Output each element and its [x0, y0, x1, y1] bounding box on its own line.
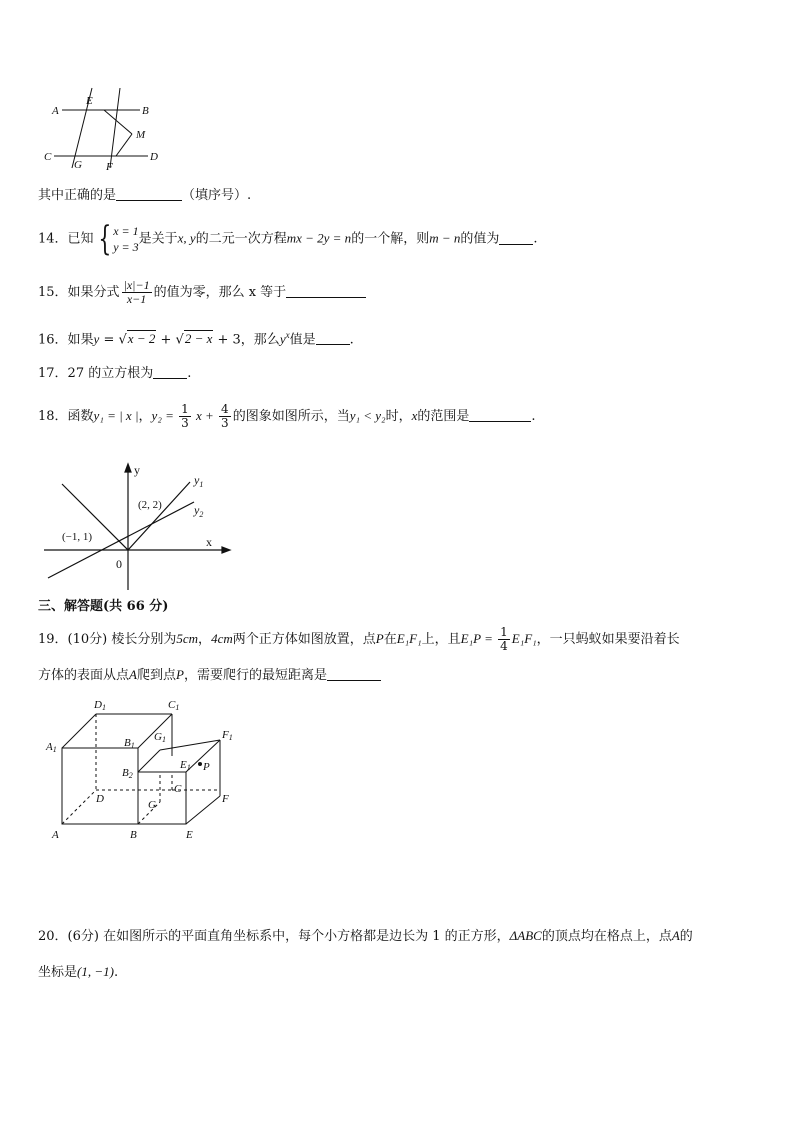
- q18-blank[interactable]: [469, 409, 531, 422]
- q19-cubes-figure: [40, 696, 250, 846]
- q18-sep: ，: [138, 409, 152, 425]
- small-cube-front: [138, 772, 186, 824]
- q18-num: 18．函数: [38, 409, 94, 425]
- q19-E1F1: E₁F₁: [396, 631, 422, 647]
- q20-l1a: 20．(6分) 在如图所示的平面直角坐标系中，每个小方格都是边长为 1 的正方形，: [38, 929, 510, 944]
- q19-blank[interactable]: [327, 668, 381, 681]
- q13-answer-line: [38, 188, 251, 204]
- q13-blank[interactable]: [116, 188, 182, 201]
- label-B1: B1: [124, 737, 135, 750]
- q16-blank[interactable]: [316, 332, 350, 345]
- q18-x: x +: [192, 408, 218, 424]
- label-F: F: [106, 161, 113, 173]
- q20-l1b: 的顶点均在格点上，点: [541, 929, 672, 944]
- label-C: C: [174, 783, 182, 795]
- label-A: A: [52, 105, 59, 117]
- q18-frac2-num: 4: [221, 402, 229, 416]
- q14-end: .: [533, 231, 538, 247]
- q18-graph: [40, 460, 240, 592]
- label-E: E: [186, 829, 193, 841]
- q16-yx: y: [279, 331, 286, 347]
- q20-l1c: 的: [679, 929, 693, 944]
- question-20-line-2: [38, 964, 118, 981]
- edge-e-f: [186, 796, 220, 824]
- label-D: D: [96, 793, 104, 805]
- label-G: G: [74, 159, 82, 171]
- q19-l2a: 方体的表面从点: [38, 668, 130, 683]
- label-D: D: [150, 151, 158, 163]
- q15-blank[interactable]: [286, 285, 366, 298]
- q13-figure: [40, 82, 170, 174]
- q14-eq1: x = 1: [113, 223, 139, 238]
- q18-frac1: [179, 403, 191, 430]
- label-P: P: [203, 761, 210, 773]
- label-E: E: [86, 95, 93, 107]
- label-A: A: [52, 829, 59, 841]
- q16-eq: =: [99, 332, 119, 348]
- q14-num: 14．已知: [38, 231, 94, 247]
- q14-t2: 的二元一次方程: [195, 231, 287, 247]
- q16-sup: x: [285, 330, 290, 340]
- q16-t1: ，那么: [240, 332, 280, 348]
- question-15: [38, 279, 366, 306]
- point-P: [198, 762, 202, 766]
- label-A1: A1: [46, 741, 57, 754]
- q18-frac1-num: 1: [181, 402, 189, 416]
- q16-root2: 2 − x: [184, 331, 213, 347]
- q18-frac2: [219, 403, 231, 430]
- big-cube-front: [62, 748, 138, 824]
- line-label-y2: $y_2$: [194, 503, 204, 519]
- q13-suffix: （填序号）.: [182, 188, 252, 203]
- q18-t2: 时，: [385, 409, 412, 425]
- q19-frac-den: 4: [500, 639, 508, 654]
- q19-l1f: ，一只蚂蚁如果要沿着长: [536, 632, 680, 648]
- q14-eq2: y = 3: [113, 240, 139, 254]
- q20-l2a: 坐标是: [38, 965, 78, 980]
- q20-coord: (1, −1): [77, 964, 114, 979]
- q20-l2b: .: [113, 965, 119, 980]
- q19-P: P: [375, 631, 384, 647]
- q19-frac-num: 1: [500, 625, 508, 639]
- line-label-y1: $y_1$: [194, 473, 204, 489]
- q14-t3: 的一个解，则: [351, 231, 430, 247]
- q19-frac: [498, 626, 510, 653]
- point-label-1: (−1, 1): [62, 531, 93, 543]
- q19-l1b: ，: [198, 632, 212, 648]
- q19-len1: 5cm: [176, 631, 199, 647]
- q18-t1: 的图象如图所示，当: [232, 409, 350, 425]
- q19-P2: P: [175, 667, 184, 682]
- y-axis-arrow: [125, 464, 131, 472]
- q14-t1: 是关于: [138, 231, 178, 247]
- y-axis-label: y: [134, 463, 140, 477]
- q15-fraction: [122, 279, 152, 306]
- edge-a1-d1: [62, 714, 96, 748]
- label-C1: C1: [168, 699, 180, 712]
- q19-l1e: 上，且: [421, 632, 461, 648]
- q15-numerator: |x|−1: [123, 278, 150, 292]
- q18-end: .: [531, 409, 536, 425]
- q14-system: { x = 1 y = 3: [97, 219, 139, 259]
- question-14: [38, 219, 538, 259]
- q16-root1: x − 2: [127, 331, 156, 347]
- q18-frac2-den: 3: [221, 416, 229, 431]
- q14-equation: mx − 2y = n: [286, 230, 352, 246]
- edge-b2-g1: [138, 750, 160, 772]
- label-E1: E1: [180, 759, 191, 772]
- q18-xv: x: [411, 408, 418, 424]
- question-18: [38, 403, 536, 430]
- q16-y: y: [93, 331, 100, 347]
- label-B: B: [142, 105, 149, 117]
- label-B: B: [130, 829, 137, 841]
- q18-t3: 的范围是: [417, 409, 470, 425]
- q17-end: .: [187, 366, 192, 381]
- section-3-heading: 三、解答题(共 66 分): [38, 599, 169, 614]
- q16-end: .: [349, 332, 354, 348]
- question-17: [38, 366, 191, 382]
- label-M: M: [136, 129, 146, 141]
- question-19-line-1: [38, 626, 680, 653]
- label-F: F: [222, 793, 229, 805]
- q19-l1c: 两个正方体如图放置，点: [232, 632, 376, 648]
- q19-E1F1b: E₁F₁: [511, 631, 537, 647]
- label-G1: G1: [154, 731, 166, 744]
- label-G: G: [148, 799, 156, 811]
- q15-t1: 的值为零，那么 x 等于: [153, 285, 287, 301]
- label-F1: F1: [222, 729, 233, 742]
- origin-label: 0: [116, 557, 122, 571]
- q19-A: A: [129, 667, 137, 682]
- label-B2: B2: [122, 767, 133, 780]
- q18-y1: y₁ = | x |: [93, 408, 139, 424]
- q13-text: 其中正确的是: [38, 188, 117, 203]
- hidden-a-d: [62, 790, 96, 824]
- q18-cond: y₁ < y₂: [349, 408, 386, 424]
- q15-num: 15．如果分式: [38, 285, 120, 301]
- question-20-line-1: [38, 928, 693, 945]
- q19-len2: 4cm: [211, 631, 233, 647]
- point-label-2: (2, 2): [138, 499, 162, 511]
- label-C: C: [44, 151, 52, 163]
- question-19-line-2: [38, 667, 381, 684]
- q14-blank[interactable]: [499, 232, 533, 245]
- q14-vars: x, y: [177, 230, 196, 246]
- question-16: 16．如果y = √x − 2 + √2 − x + 3，那么$y^x$值是 .: [38, 330, 354, 348]
- q19-l1a: 19．(10分) 棱长分别为: [38, 632, 177, 648]
- q16-num: 16．如果: [38, 332, 94, 348]
- q17-text: 17．27 的立方根为: [38, 366, 154, 381]
- q18-frac1-den: 3: [181, 416, 189, 431]
- q19-l2c: ，需要爬行的最短距离是: [183, 668, 327, 683]
- q15-denominator: x−1: [126, 292, 147, 307]
- q17-blank[interactable]: [153, 366, 187, 379]
- q19-l1d: 在: [383, 632, 397, 648]
- label-D1: D1: [94, 699, 106, 712]
- q16-rest: + 3: [213, 332, 241, 348]
- q18-y2: y₂ =: [151, 408, 178, 424]
- x-axis-arrow: [222, 547, 230, 553]
- segment-mf: [116, 134, 132, 156]
- q16-plus: +: [156, 332, 176, 348]
- segment-em: [104, 110, 132, 134]
- q14-t4: 的值为: [460, 231, 500, 247]
- q20-tri: ΔABC: [509, 928, 542, 943]
- q16-t2: 值是: [289, 332, 316, 348]
- q20-A: A: [671, 928, 680, 943]
- q19-E1P: E₁P =: [460, 631, 497, 647]
- q19-l2b: 爬到点: [136, 668, 176, 683]
- x-axis-label: x: [206, 535, 212, 549]
- q14-expr: m − n: [429, 230, 461, 246]
